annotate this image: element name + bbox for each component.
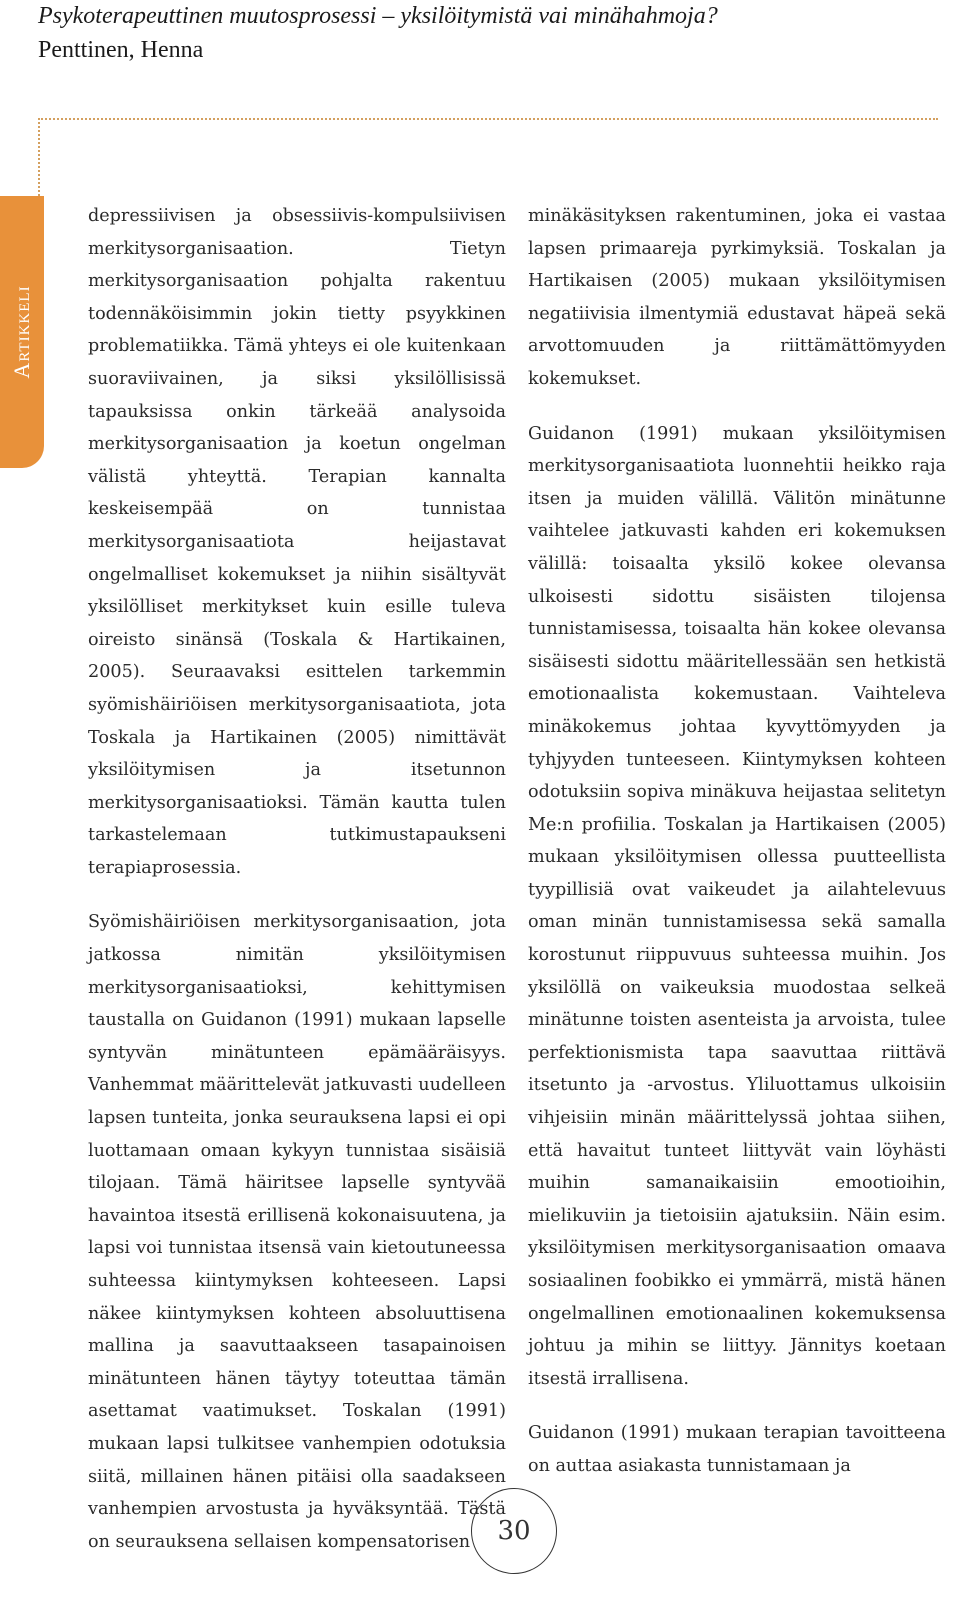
running-header: [38, 0, 718, 66]
paragraph: depressiivisen ja obsessiivis-kompulsiivisen merkitysorganisaation. Tietyn merkitysorganisaation pohjalta rakentuu todennäköisimmin jokin tietty psyykkinen problematiikka. Tämä yhteys ei ole kuitenkaan suoraviivainen, ja siksi yksilöllisissä tapauksissa onkin tärkeää analysoida merkitysorganisaation ja koetun ongelman välistä yhteyttä. Terapian kannalta keskeisempää on tunnistaa merkitysorganisaatiota heijastavat ongelmalliset kokemukset ja niihin sisältyvät yksilölliset merkitykset kuin esille tuleva oireisto sinänsä (Toskala & Hartikainen, 2005). Seuraavaksi esittelen tarkemmin syömishäiriöisen merkitysorganisaatiota, jota Toskala ja Hartikainen (2005) nimittävät yksilöitymisen ja itsetunnon merkitysorganisaatioksi. Tämän kautta tulen tarkastelemaan tutkimustapaukseni terapiaprosessia.: [88, 206, 506, 878]
header-divider: [38, 118, 938, 120]
section-tab-label: Artikkeli: [9, 285, 34, 379]
paragraph: Guidanon (1991) mukaan terapian tavoitteena on auttaa asiakasta tunnistamaan ja: [528, 1423, 946, 1476]
paragraph: Syömishäiriöisen merkitysorganisaation, jota jatkossa nimitän yksilöitymisen merkitysorganisaatioksi, kehittymisen taustalla on Guidanon (1991) mukaan lapselle syntyvän minätunteen epämääräisyys. Vanhemmat määrittelevät jatkuvasti uudelleen lapsen tunteita, jonka seurauksena lapsi ei opi luottamaan omaan kykyyn tunnistaa sisäisiä tilojaan. Tämä häiritsee lapselle syntyvää havaintoa itsestä erillisenä kokonaisuutena, ja lapsi voi tunnistaa itsensä vain kietoutuneessa suhteessa kiintymyksen kohteeseen. Lapsi näkee kiintymyksen kohteen absoluuttisena mallina ja saavuttaakseen tasapainoisen minätunteen hänen täytyy toteuttaa tämän asettamat vaatimukset. Toskalan (1991) mukaan lapsi tulkitsee vanhempien odotuksia siitä, millainen hänen pitäisi olla saadakseen vanhempien arvostusta ja hyväksyntää. Tästä on seurauksena sellaisen kompensatorisen: [88, 912, 506, 1552]
right-column: [528, 200, 946, 1505]
section-tab: [0, 196, 44, 468]
left-column: [88, 200, 506, 1580]
page-number: [471, 1488, 557, 1574]
paragraph: Guidanon (1991) mukaan yksilöitymisen merkitysorganisaatiota luonnehtii heikko raja itsen ja muiden välillä. Välitön minätunne vaihtelee jatkuvasti kahden eri kokemuksen välillä: toisaalta yksilö kokee olevansa ulkoisesti sidottu sisäisten tilojensa tunnistamisessa, toisaalta hän kokee olevansa sisäisesti sidottu määritellessään sen hetkistä emotionaalista kokemustaan. Vaihteleva minäkokemus johtaa kyvyttömyyden ja tyhjyyden tunteeseen. Kiintymyksen kohteen odotuksiin sopiva minäkuva heijastaa selitetyn Me:n profiilia. Toskalan ja Hartikaisen (2005) mukaan yksilöitymisen ollessa puutteellista tyypillisiä ovat vaikeudet ja ailahtelevuus oman minän tunnistamisessa sekä samalla korostunut riippuvuus suhteessa muihin. Jos yksilöllä on vaikeuksia muodostaa selkeä minätunne toisten asenteista ja arvoista, tulee perfektionismista tapa saavuttaa riittävä itsetunto ja -arvostus. Yliluottamus ulkoisiin vihjeisiin minän määrittelyssä johtaa siihen, että havaitut tunteet liittyvät vain löyhästi muihin samanaikaisiin emootioihin, mielikuviin ja tietoisiin ajatuksiin. Näin esim. yksilöitymisen merkitysorganisaation omaava sosiaalinen foobikko ei ymmärrä, mistä hänen ongelmallinen emotionaalinen kokemuksensa johtuu ja mihin se liittyy. Jännitys koetaan itsestä irrallisena.: [528, 423, 946, 1389]
article-title: Psykoterapeuttinen muutosprosessi – yksilöitymistä vai minähahmoja?: [38, 3, 718, 29]
author-name: Penttinen, Henna: [38, 37, 204, 63]
paragraph: minäkäsityksen rakentuminen, joka ei vastaa lapsen primaareja pyrkimyksiä. Toskalan ja Hartikaisen (2005) mukaan yksilöitymisen negatiivisia ilmentymiä edustavat häpeä sekä arvottomuuden ja riittämättömyyden kokemukset.: [528, 206, 946, 389]
page-number-text: 30: [497, 1516, 531, 1546]
